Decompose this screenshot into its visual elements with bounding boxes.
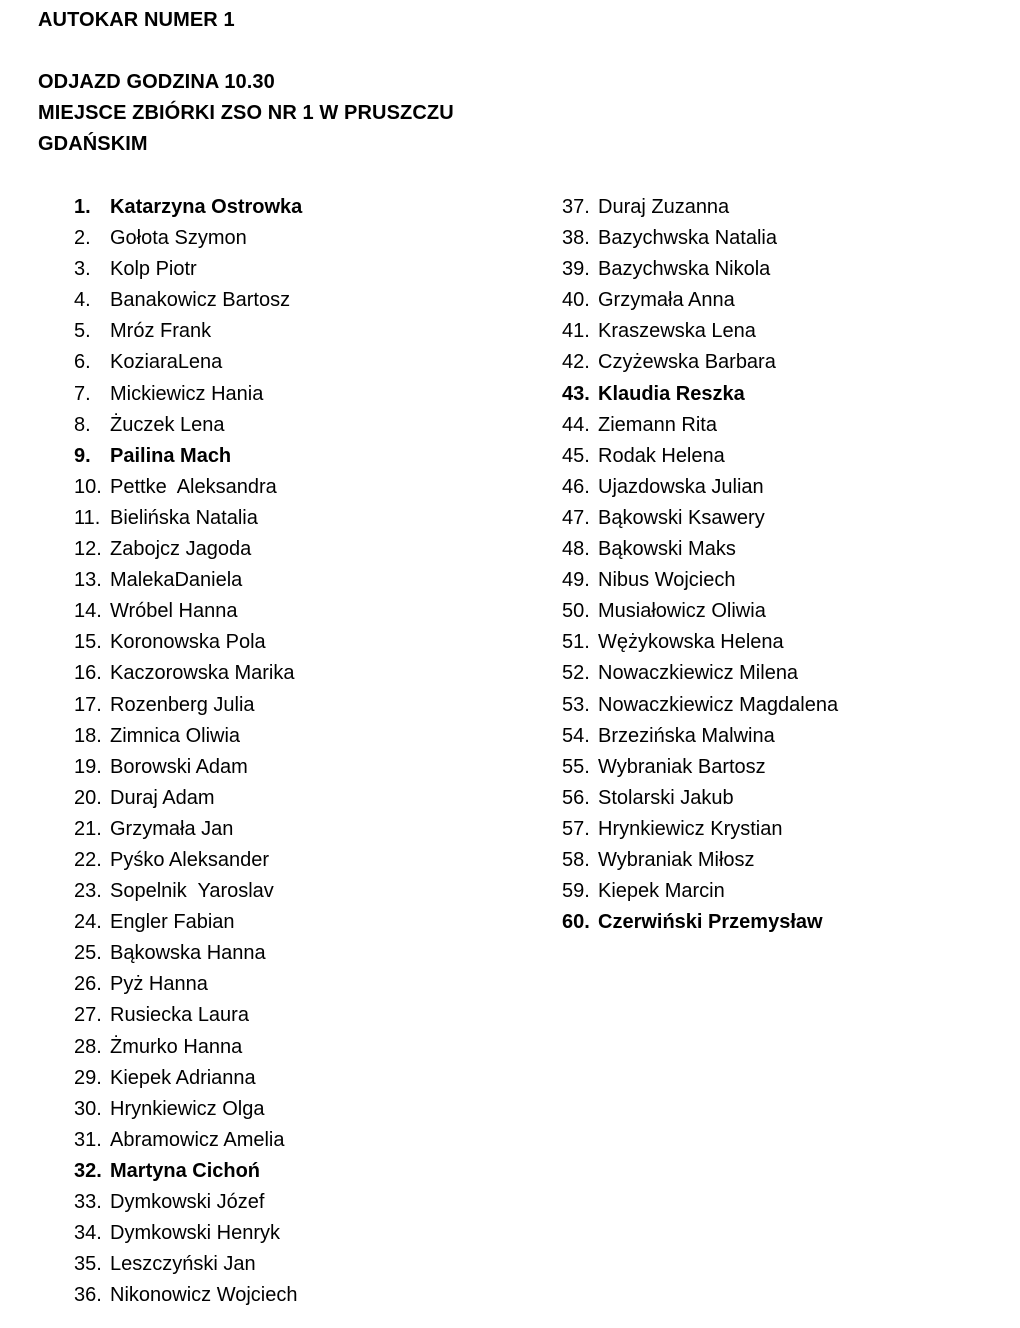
list-item-name: Klaudia Reszka [598, 382, 745, 405]
list-item-name: Abramowicz Amelia [110, 1128, 285, 1151]
list-item-name: Grzymała Jan [110, 817, 234, 840]
list-item-number: 37. [562, 196, 590, 218]
departure-time: ODJAZD GODZINA 10.30 [38, 71, 275, 93]
list-item [74, 1280, 302, 1311]
list-item-number: 36. [74, 1284, 102, 1307]
list-item-name: Wróbel Hanna [110, 600, 238, 623]
list-item [562, 752, 838, 783]
list-item-number: 3. [74, 258, 91, 281]
list-item-name: Zabojcz Jagoda [110, 538, 252, 561]
list-item [562, 814, 838, 845]
list-item-name: Borowski Adam [110, 755, 248, 778]
list-item-number: 54. [562, 724, 590, 747]
list-item [74, 1125, 302, 1156]
list-item-number: 30. [74, 1097, 102, 1120]
list-item-name: MalekaDaniela [110, 569, 243, 592]
list-item-number: 15. [74, 631, 102, 654]
list-item [562, 347, 838, 378]
list-item-name: Mickiewicz Hania [110, 382, 264, 405]
list-item-number: 53. [562, 693, 590, 716]
list-item [562, 254, 838, 285]
list-item-name: Nikonowicz Wojciech [110, 1284, 298, 1307]
list-item-name: Kolp Piotr [110, 258, 197, 281]
list-item-name: Kaczorowska Marika [110, 662, 295, 685]
list-item-name: Pyśko Aleksander [110, 848, 269, 871]
list-item [74, 472, 302, 503]
list-item-number: 18. [74, 724, 102, 747]
list-item-number: 4. [74, 289, 91, 312]
list-item-number: 7. [74, 382, 91, 405]
list-item-name: Ziemann Rita [598, 413, 717, 436]
list-item [74, 503, 302, 534]
list-item-number: 43. [562, 382, 590, 405]
list-item [74, 1249, 302, 1280]
list-item-number: 32. [74, 1159, 102, 1182]
list-item [74, 721, 302, 752]
list-item-name: Hrynkiewicz Krystian [598, 817, 783, 840]
list-item [562, 472, 838, 503]
list-item [562, 192, 838, 223]
list-item-number: 40. [562, 289, 590, 312]
list-item [562, 565, 838, 596]
list-item-number: 28. [74, 1035, 102, 1058]
list-item-number: 41. [562, 320, 590, 343]
list-item [74, 347, 302, 378]
list-item [74, 876, 302, 907]
list-item [562, 721, 838, 752]
list-item-name: Ujazdowska Julian [598, 475, 764, 498]
passenger-list-right [562, 192, 838, 938]
list-item-name: Wężykowska Helena [598, 631, 784, 654]
list-item-number: 44. [562, 413, 590, 436]
list-item [74, 907, 302, 938]
list-item [562, 285, 838, 316]
list-item-name: Rusiecka Laura [110, 1004, 249, 1027]
list-item-number: 8. [74, 413, 91, 436]
list-item-number: 48. [562, 538, 590, 561]
list-item-number: 19. [74, 755, 102, 778]
list-item [562, 410, 838, 441]
list-item-number: 16. [74, 662, 102, 685]
list-item-number: 59. [562, 880, 590, 903]
list-item-number: 39. [562, 258, 590, 281]
list-item-number: 46. [562, 475, 590, 498]
list-item [74, 690, 302, 721]
list-item-number: 10. [74, 475, 102, 498]
list-item-number: 11. [74, 506, 101, 529]
list-item [74, 285, 302, 316]
list-item-name: Żmurko Hanna [110, 1035, 243, 1058]
passenger-list-left [74, 192, 302, 1311]
list-item [74, 969, 302, 1000]
list-item [74, 938, 302, 969]
list-item-name: Stolarski Jakub [598, 786, 734, 809]
list-item-number: 27. [74, 1004, 102, 1027]
list-item-name: Pettke Aleksandra [110, 475, 277, 498]
list-item-name: Bąkowski Ksawery [598, 506, 765, 529]
meeting-place-line-1: MIEJSCE ZBIÓRKI ZSO NR 1 W PRUSZCZU [38, 102, 454, 124]
list-item-name: Wybraniak Miłosz [598, 848, 755, 871]
meeting-place-line-2: GDAŃSKIM [38, 133, 148, 155]
list-item-number: 34. [74, 1222, 102, 1245]
list-item [74, 845, 302, 876]
list-item-name: Czerwiński Przemysław [598, 911, 823, 934]
list-item [74, 1187, 302, 1218]
list-item-name: Brzezińska Malwina [598, 724, 775, 747]
list-item-name: Bielińska Natalia [110, 506, 258, 529]
list-item-name: Kiepek Adrianna [110, 1066, 256, 1089]
list-item [74, 814, 302, 845]
list-item [562, 783, 838, 814]
list-item [74, 783, 302, 814]
list-item-number: 25. [74, 942, 102, 965]
list-item-number: 17. [74, 693, 102, 716]
list-item-number: 9. [74, 444, 91, 467]
list-item [74, 1063, 302, 1094]
list-item [74, 192, 302, 223]
list-item [562, 658, 838, 689]
list-item-name: Engler Fabian [110, 911, 235, 934]
list-item-number: 31. [74, 1128, 102, 1151]
list-item-number: 52. [562, 662, 590, 685]
list-item-name: Martyna Cichoń [110, 1159, 261, 1182]
list-item-number: 56. [562, 786, 590, 809]
list-item-number: 24. [74, 911, 102, 934]
list-item [74, 223, 302, 254]
list-item-name: Bąkowska Hanna [110, 942, 266, 965]
list-item [562, 503, 838, 534]
list-item [562, 379, 838, 410]
list-item-number: 45. [562, 444, 590, 467]
document-title: AUTOKAR NUMER 1 [38, 9, 235, 31]
list-item [74, 565, 302, 596]
list-item-number: 49. [562, 569, 590, 592]
list-item-number: 5. [74, 320, 91, 343]
list-item [74, 379, 302, 410]
list-item-number: 14. [74, 600, 102, 623]
list-item-name: Musiałowicz Oliwia [598, 600, 766, 623]
list-item [74, 1032, 302, 1063]
list-item [74, 441, 302, 472]
list-item-name: Dymkowski Józef [110, 1191, 265, 1213]
list-item-number: 57. [562, 817, 590, 840]
list-item-name: Mróz Frank [110, 320, 212, 343]
list-item [562, 627, 838, 658]
list-item-name: Zimnica Oliwia [110, 724, 241, 747]
list-item [74, 1000, 302, 1031]
list-item [562, 223, 838, 254]
list-item-name: Leszczyński Jan [110, 1253, 256, 1276]
list-item-name: Banakowicz Bartosz [110, 289, 291, 312]
list-item-name: Wybraniak Bartosz [598, 755, 766, 778]
list-item [562, 441, 838, 472]
list-item-number: 12. [74, 538, 102, 561]
list-item-number: 47. [562, 506, 590, 529]
list-item-name: Duraj Zuzanna [598, 196, 730, 218]
list-item-name: Bazychwska Nikola [598, 258, 771, 281]
list-item [562, 845, 838, 876]
list-item [562, 907, 838, 938]
list-item-name: Kiepek Marcin [598, 880, 725, 903]
list-item [74, 627, 302, 658]
list-item [74, 596, 302, 627]
list-item-name: Kraszewska Lena [598, 320, 756, 343]
list-item-name: Pailina Mach [110, 444, 232, 467]
list-item-number: 50. [562, 600, 590, 623]
list-item [74, 1094, 302, 1125]
list-item [74, 254, 302, 285]
list-item-name: Rozenberg Julia [110, 693, 255, 716]
list-item-name: Gołota Szymon [110, 227, 247, 250]
list-item-name: Duraj Adam [110, 786, 215, 809]
list-item [562, 690, 838, 721]
list-item-number: 60. [562, 911, 590, 934]
list-item-name: Rodak Helena [598, 444, 725, 467]
list-item-number: 26. [74, 973, 102, 996]
list-item [74, 410, 302, 441]
list-item-number: 35. [74, 1253, 102, 1276]
list-item-name: Nowaczkiewicz Milena [598, 662, 799, 685]
list-item-number: 42. [562, 351, 590, 374]
list-item-name: KoziaraLena [110, 351, 223, 374]
list-item [562, 534, 838, 565]
list-item-name: Czyżewska Barbara [598, 351, 776, 374]
list-item-name: Grzymała Anna [598, 289, 735, 312]
list-item-number: 58. [562, 848, 590, 871]
list-item-number: 22. [74, 848, 102, 871]
list-item-name: Sopelnik Yaroslav [110, 880, 274, 903]
list-item-name: Pyż Hanna [110, 973, 208, 996]
list-item-number: 1. [74, 196, 91, 218]
list-item-name: Dymkowski Henryk [110, 1222, 281, 1245]
list-item-number: 21. [74, 817, 102, 840]
list-item-name: Bąkowski Maks [598, 538, 736, 561]
list-item [562, 876, 838, 907]
list-item-number: 33. [74, 1191, 102, 1213]
list-item-number: 6. [74, 351, 91, 374]
list-item-name: Koronowska Pola [110, 631, 266, 654]
list-item-number: 2. [74, 227, 91, 250]
list-item-name: Bazychwska Natalia [598, 227, 777, 250]
list-item-name: Nowaczkiewicz Magdalena [598, 693, 839, 716]
list-item-name: Nibus Wojciech [598, 569, 736, 592]
list-item [74, 316, 302, 347]
list-item-number: 38. [562, 227, 590, 250]
list-item-number: 51. [562, 631, 590, 654]
list-item-number: 23. [74, 880, 102, 903]
list-item-number: 55. [562, 755, 590, 778]
list-item [74, 534, 302, 565]
list-item-name: Hrynkiewicz Olga [110, 1097, 265, 1120]
list-item [74, 752, 302, 783]
list-item-number: 13. [74, 569, 102, 592]
list-item-number: 29. [74, 1066, 102, 1089]
list-item-name: Katarzyna Ostrowka [110, 196, 303, 218]
list-item [74, 658, 302, 689]
list-item [74, 1218, 302, 1249]
list-item-name: Żuczek Lena [110, 413, 225, 436]
list-item [562, 596, 838, 627]
list-item-number: 20. [74, 786, 102, 809]
list-item [74, 1156, 302, 1187]
list-item [562, 316, 838, 347]
